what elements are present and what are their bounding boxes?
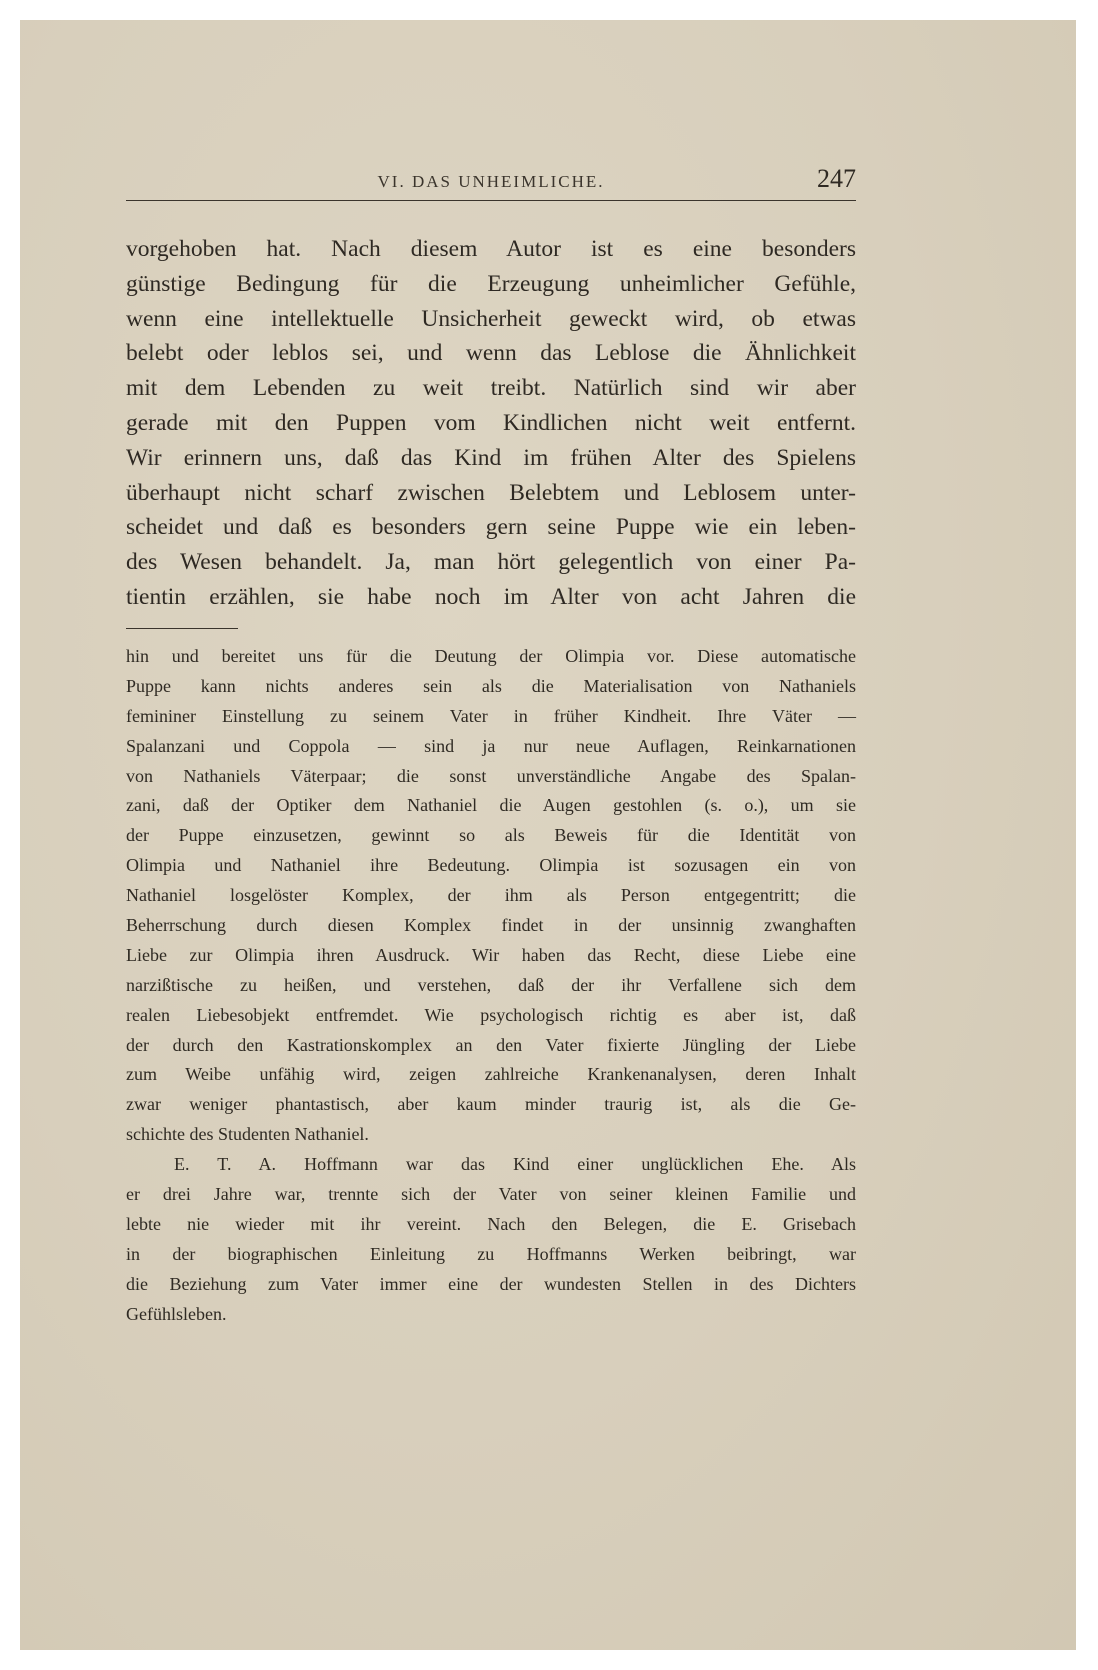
- footnote-line: realen Liebesobjekt entfremdet. Wie psychologisch richtig es aber ist, daß: [126, 1004, 856, 1025]
- footnote-line: er drei Jahre war, trennte sich der Vater von seiner kleinen Familie und: [126, 1184, 856, 1205]
- body-line: gerade mit den Puppen vom Kindlichen nicht weit entfernt.: [126, 409, 856, 436]
- body-line: wenn eine intellektuelle Unsicherheit geweckt wird, ob etwas: [126, 305, 856, 332]
- body-line: mit dem Lebenden zu weit treibt. Natürlich sind wir aber: [126, 375, 856, 402]
- footnote-line: narzißtische zu heißen, und verstehen, daß der ihr Verfallene sich dem: [126, 974, 856, 995]
- footnote-line: Olimpia und Nathaniel ihre Bedeutung. Olimpia ist sozusagen ein von: [126, 855, 856, 876]
- footnote-line: hin und bereitet uns für die Deutung der Olimpia vor. Diese automatische: [126, 646, 856, 666]
- footnote-block: [126, 642, 856, 1329]
- footnote-line: Spalanzani und Coppola — sind ja nur neue Auflagen, Reinkarnationen: [126, 735, 856, 756]
- footnote-line: der Puppe einzusetzen, gewinnt so als Beweis für die Identität von: [126, 825, 856, 846]
- footnote-line: zwar weniger phantastisch, aber kaum minder traurig ist, als die Ge-: [126, 1094, 856, 1115]
- body-line: tientin erzählen, sie habe noch im Alter von acht Jahren die: [126, 583, 856, 610]
- body-line: scheidet und daß es besonders gern seine Puppe wie ein leben-: [126, 514, 856, 541]
- footnote-line: zani, daß der Optiker dem Nathaniel die Augen gestohlen (s. o.), um sie: [126, 795, 856, 816]
- body-line: überhaupt nicht scharf zwischen Belebtem und Leblosem unter-: [126, 479, 856, 506]
- footnote-line: lebte nie wieder mit ihr vereint. Nach den Belegen, die E. Grisebach: [126, 1213, 856, 1234]
- footnote-line: in der biographischen Einleitung zu Hoffmanns Werken beibringt, war: [126, 1243, 856, 1264]
- page-number: 247: [817, 164, 856, 193]
- body-line: günstige Bedingung für die Erzeugung unheimlicher Gefühle,: [126, 270, 856, 297]
- main-paragraph: [126, 232, 856, 615]
- body-line: des Wesen behandelt. Ja, man hört gelegentlich von einer Pa-: [126, 549, 856, 576]
- chapter-title: VI. DAS UNHEIMLICHE.: [377, 172, 605, 191]
- footnote-line: Liebe zur Olimpia ihren Ausdruck. Wir haben das Recht, diese Liebe eine: [126, 944, 856, 965]
- body-line: Wir erinnern uns, daß das Kind im frühen Alter des Spielens: [126, 444, 856, 471]
- footnote-line: der durch den Kastrationskomplex an den Vater fixierte Jüngling der Liebe: [126, 1034, 856, 1055]
- book-page: [20, 20, 1076, 1650]
- footnote-line: Puppe kann nichts anderes sein als die Materialisation von Nathaniels: [126, 675, 856, 696]
- running-head: [126, 160, 856, 201]
- footnote-line: zum Weibe unfähig wird, zeigen zahlreiche Krankenanalysen, deren Inhalt: [126, 1064, 856, 1085]
- footnote-line: E. T. A. Hoffmann war das Kind einer unglücklichen Ehe. Als: [174, 1154, 856, 1175]
- footnote-line: Gefühlsleben.: [126, 1303, 227, 1324]
- footnote-line: die Beziehung zum Vater immer eine der wundesten Stellen in des Dichters: [126, 1273, 856, 1294]
- footnote-line: von Nathaniels Väterpaar; die sonst unverständliche Angabe des Spalan-: [126, 765, 856, 786]
- footnote-line: femininer Einstellung zu seinem Vater in früher Kindheit. Ihre Väter —: [126, 705, 856, 726]
- footnote-divider: [126, 628, 238, 629]
- body-line: vorgehoben hat. Nach diesem Autor ist es eine besonders: [126, 236, 856, 262]
- body-line: belebt oder leblos sei, und wenn das Leblose die Ähnlichkeit: [126, 340, 856, 367]
- footnote-line: schichte des Studenten Nathaniel.: [126, 1124, 369, 1145]
- footnote-line: Nathaniel losgelöster Komplex, der ihm als Person entgegentritt; die: [126, 885, 856, 906]
- footnote-line: Beherrschung durch diesen Komplex findet in der unsinnig zwanghaften: [126, 915, 856, 936]
